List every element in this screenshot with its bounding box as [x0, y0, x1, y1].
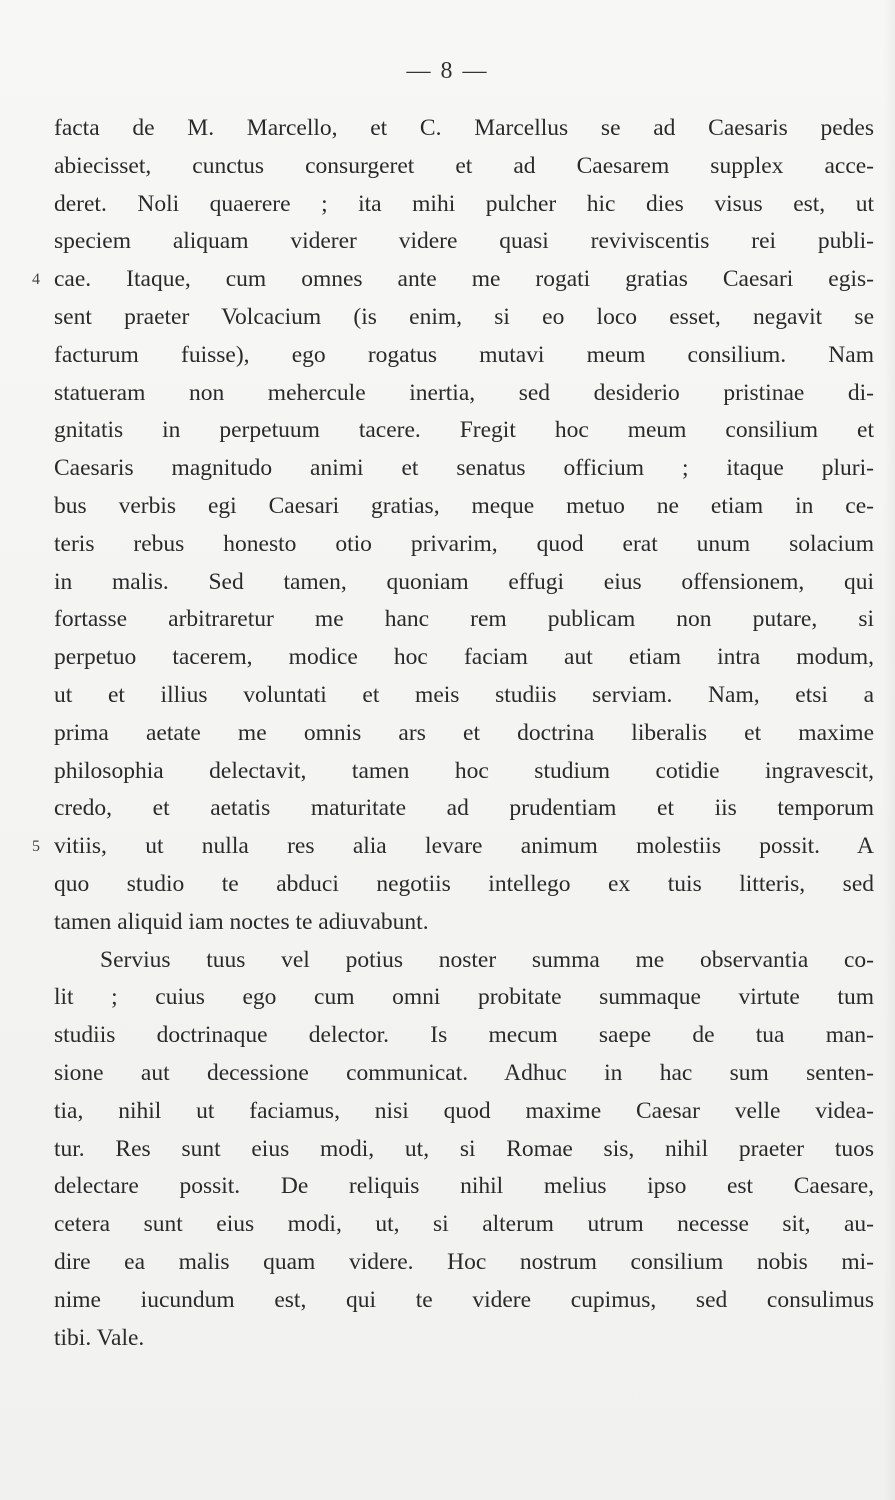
text-line: cetera sunt eius modi, ut, si alterum utrum necesse sit, au- [54, 1211, 874, 1238]
text-line-with-margin-number [32, 828, 874, 866]
text-line: in malis. Sed tamen, quoniam effugi eius offensionem, qui [54, 568, 874, 595]
text-line: perpetuo tacerem, modice hoc faciam aut etiam intra modum, [54, 644, 874, 671]
text-line-paragraph-start: Servius tuus vel potius noster summa me observantia co- [100, 946, 874, 973]
text-line: abiecisset, cunctus consurgeret et ad Caesarem supplex acce- [54, 152, 874, 179]
text-line: nime iucundum est, qui te videre cupimus, sed consulimus [54, 1286, 874, 1313]
text-line: delectare possit. De reliquis nihil melius ipso est Caesare, [54, 1173, 874, 1200]
text-line: statueram non mehercule inertia, sed desiderio pristinae di- [54, 379, 874, 406]
text-line: dire ea malis quam videre. Hoc nostrum consilium nobis mi- [54, 1248, 874, 1275]
text-line: philosophia delectavit, tamen hoc studium cotidie ingravescit, [54, 757, 874, 784]
text-line: fortasse arbitraretur me hanc rem publicam non putare, si [54, 606, 874, 633]
text-line: lit ; cuius ego cum omni probitate summaque virtute tum [54, 984, 874, 1011]
text-line: prima aetate me omnis ars et doctrina liberalis et maxime [54, 719, 874, 746]
page-number: — 8 — [406, 58, 489, 84]
text-line: deret. Noli quaerere ; ita mihi pulcher hic dies visus est, ut [54, 190, 874, 217]
text-line: tur. Res sunt eius modi, ut, si Romae sis, nihil praeter tuos [54, 1135, 874, 1162]
margin-section-number: 5 [32, 838, 40, 856]
text-line: teris rebus honesto otio privarim, quod erat unum solacium [54, 530, 874, 557]
text-line: studiis doctrinaque delector. Is mecum saepe de tua man- [54, 1022, 874, 1049]
text-line: facta de M. Marcello, et C. Marcellus se ad Caesaris pedes [54, 115, 874, 141]
text-line: tia, nihil ut faciamus, nisi quod maxime Caesar velle videa- [54, 1097, 874, 1124]
text-line: gnitatis in perpetuum tacere. Fregit hoc meum consilium et [54, 417, 874, 444]
text-line: Caesaris magnitudo animi et senatus officium ; itaque pluri- [54, 455, 874, 482]
text-line: sent praeter Volcacium (is enim, si eo loco esset, negavit se [54, 303, 874, 330]
margin-section-number: 4 [32, 271, 40, 289]
text-line: credo, et aetatis maturitate ad prudentiam et iis temporum [54, 795, 874, 822]
letter-text [32, 110, 874, 1357]
text-line: bus verbis egi Caesari gratias, meque metuo ne etiam in ce- [54, 492, 874, 519]
text-line: facturum fuisse), ego rogatus mutavi meum consilium. Nam [54, 341, 874, 368]
text-line: quo studio te abduci negotiis intellego ex tuis litteris, sed [54, 870, 874, 897]
text-line: vitiis, ut nulla res alia levare animum molestiis possit. A [54, 833, 874, 860]
text-line-closing: tibi. Vale. [54, 1324, 145, 1351]
text-line-with-margin-number [32, 261, 874, 299]
text-line: sione aut decessione communicat. Adhuc in hac sum senten- [54, 1059, 874, 1086]
text-line: cae. Itaque, cum omnes ante me rogati gratias Caesari egis- [54, 266, 874, 293]
text-line-paragraph-end: tamen aliquid iam noctes te adiuvabunt. [54, 908, 429, 935]
text-line: speciem aliquam viderer videre quasi reviviscentis rei publi- [54, 228, 874, 255]
page-edge-shadow [883, 0, 895, 1500]
text-line: ut et illius voluntati et meis studiis serviam. Nam, etsi a [54, 681, 874, 708]
